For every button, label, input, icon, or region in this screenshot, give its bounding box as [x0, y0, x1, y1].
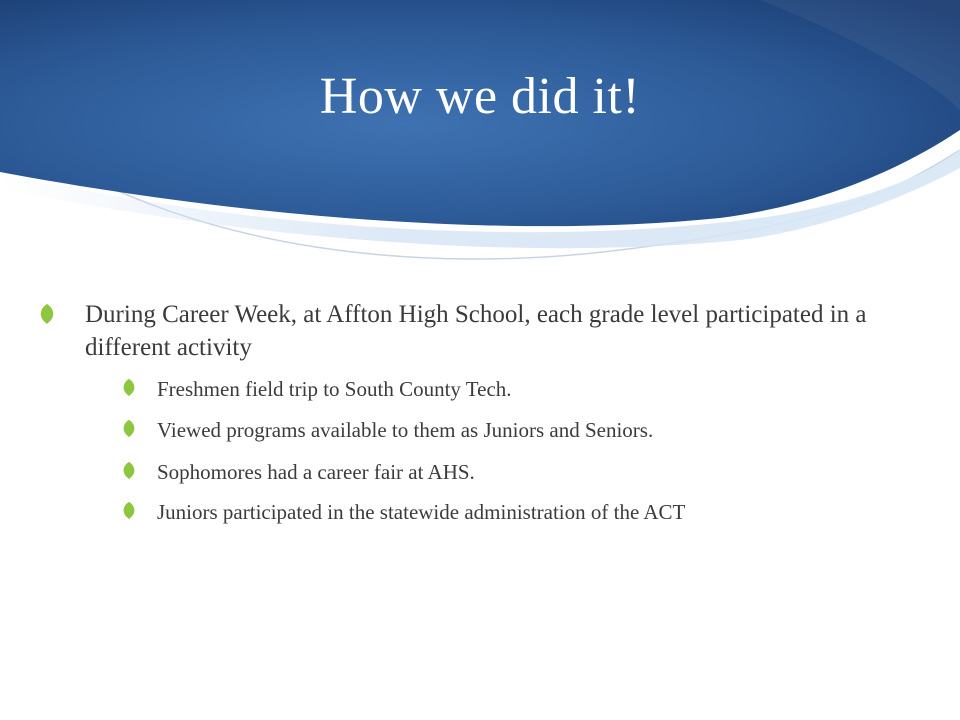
- fleuron-bullet-icon: [121, 378, 137, 397]
- sub-bullet-item: [121, 374, 841, 405]
- bullet-item: [38, 298, 898, 364]
- bullet-text: During Career Week, at Affton High School, each grade level participated in a different activity: [85, 301, 867, 361]
- sub-bullet-text: Juniors participated in the statewide administration of the ACT: [157, 500, 686, 524]
- fleuron-bullet-icon: [121, 461, 137, 480]
- fleuron-bullet-icon: [121, 419, 137, 438]
- fleuron-bullet-icon: [121, 501, 137, 520]
- sub-bullet-item: [121, 415, 841, 446]
- sub-bullet-item: [121, 497, 841, 528]
- fleuron-bullet-icon: [38, 303, 56, 325]
- sub-bullet-text: Freshmen field trip to South County Tech.: [157, 377, 512, 401]
- sub-bullet-text: Sophomores had a career fair at AHS.: [157, 460, 475, 484]
- sub-bullet-item: [121, 457, 841, 488]
- slide-title: How we did it!: [319, 68, 641, 125]
- sub-bullet-text: Viewed programs available to them as Juniors and Seniors.: [157, 418, 654, 442]
